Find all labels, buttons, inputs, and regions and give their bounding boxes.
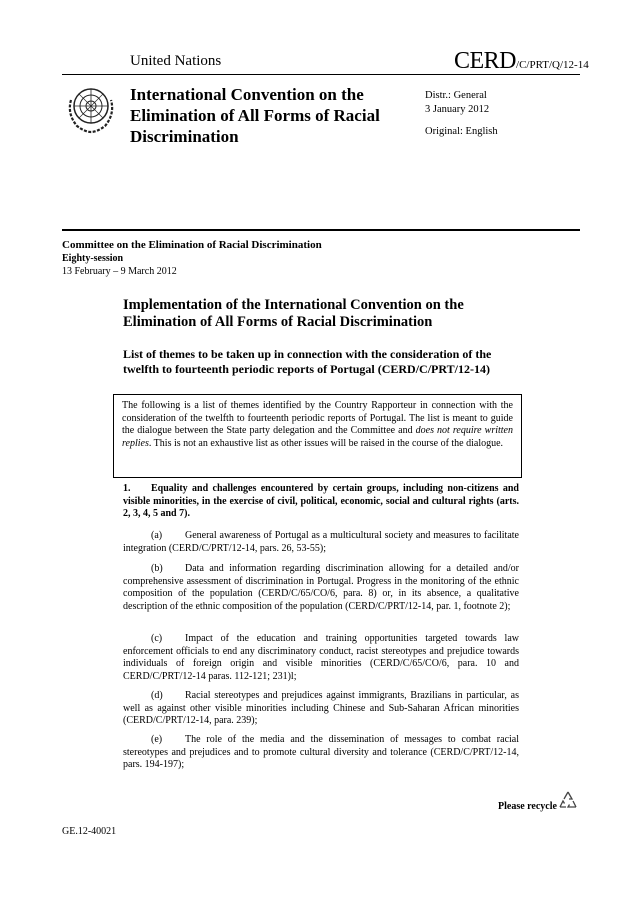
item-label: (d)	[151, 690, 163, 701]
list-item	[123, 563, 519, 613]
document-symbol	[454, 48, 589, 75]
intro-text-1: The following is a list of themes identified by the Country Rapporteur in connection with the consideration of the twelfth to fourteenth periodic reports of Portugal. The list is meant to guide the dialogue between the State party delegation and the Committee and	[122, 400, 513, 436]
committee-block	[62, 239, 322, 278]
header-divider	[62, 229, 580, 231]
list-item	[123, 690, 519, 728]
item-text: Data and information regarding discrimination allowing for a detailed and/or comprehensive assessment of discrimination in Portugal. Progress in the monitoring of the ethnic composition of the population (CERD/C/65/CO/6, para. 8) or, in its absence, a qualitative description of the ethnic composition of the population (CERD/C/PRT/12-14, par. 1, footnote 2);	[123, 563, 519, 612]
item-label: (b)	[151, 563, 163, 574]
main-title: Implementation of the International Convention on the Elimination of All Forms of Racial Discrimination	[123, 297, 464, 330]
item-text: The role of the media and the dissemination of messages to combat racial stereotypes and prejudices and to promote cultural diversity and tolerance (CERD/C/PRT/12-14, pars. 194-197);	[123, 734, 519, 770]
committee-name: Committee on the Elimination of Racial Discrimination	[62, 239, 322, 251]
symbol-suffix: /C/PRT/Q/12-14	[516, 59, 589, 71]
item-text: Racial stereotypes and prejudices against immigrants, Brazilians in particular, as well as against other visible minorities including Chinese and Sub-Saharan African minorities (CERD/C/PRT/12-14, para. 239);	[123, 690, 519, 726]
convention-title: International Convention on the Elimination of All Forms of Racial Discrimination	[130, 85, 380, 146]
list-item	[123, 633, 519, 683]
section-heading-text: Equality and challenges encountered by certain groups, including non-citizens and visible minorities, in the exercise of civil, political, economic, social and cultural rights (arts. 2, 3, 4, 5 and 7).	[123, 483, 519, 519]
session-name: Eighty-session	[62, 253, 124, 264]
document-date: 3 January 2012	[425, 104, 490, 115]
original-language: Original: English	[425, 126, 498, 137]
list-item	[123, 734, 519, 772]
recycle-icon	[557, 790, 579, 812]
section-number: 1.	[123, 483, 131, 494]
intro-text-italic: does not require written replies	[122, 425, 513, 449]
section-1-heading	[123, 483, 519, 521]
distribution-block	[425, 89, 498, 139]
item-label: (e)	[151, 734, 163, 745]
distribution: Distr.: General	[425, 90, 487, 101]
item-text: Impact of the education and training opportunities targeted towards law enforcement officials to end any discriminatory conduct, racist stereotypes and prejudice towards individuals of foreign origin and visible minorities (CERD/C/65/CO/6, para. 10 and CERD/C/PRT/12-14 paras. 112-121; 231)l;	[123, 633, 519, 682]
header-rule	[62, 74, 580, 75]
document-id: GE.12-40021	[62, 826, 117, 837]
symbol-main: CERD	[454, 48, 517, 74]
organization-name: United Nations	[130, 53, 222, 69]
un-emblem-icon	[63, 80, 119, 136]
item-label: (a)	[151, 530, 163, 541]
item-text: General awareness of Portugal as a multicultural society and measures to facilitate integration (CERD/C/PRT/12-14, pars. 26, 53-55);	[123, 530, 519, 554]
recycle-label: Please recycle	[498, 801, 557, 812]
session-dates: 13 February – 9 March 2012	[62, 266, 177, 277]
item-label: (c)	[151, 633, 163, 644]
intro-text-2: . This is not an exhaustive list as other issues will be raised in the course of the dialogue.	[148, 437, 504, 449]
sub-title: List of themes to be taken up in connection with the consideration of the twelfth to fourteenth periodic reports of Portugal (CERD/C/PRT/12-14)	[123, 347, 492, 376]
intro-box	[113, 394, 522, 478]
list-item	[123, 530, 519, 555]
